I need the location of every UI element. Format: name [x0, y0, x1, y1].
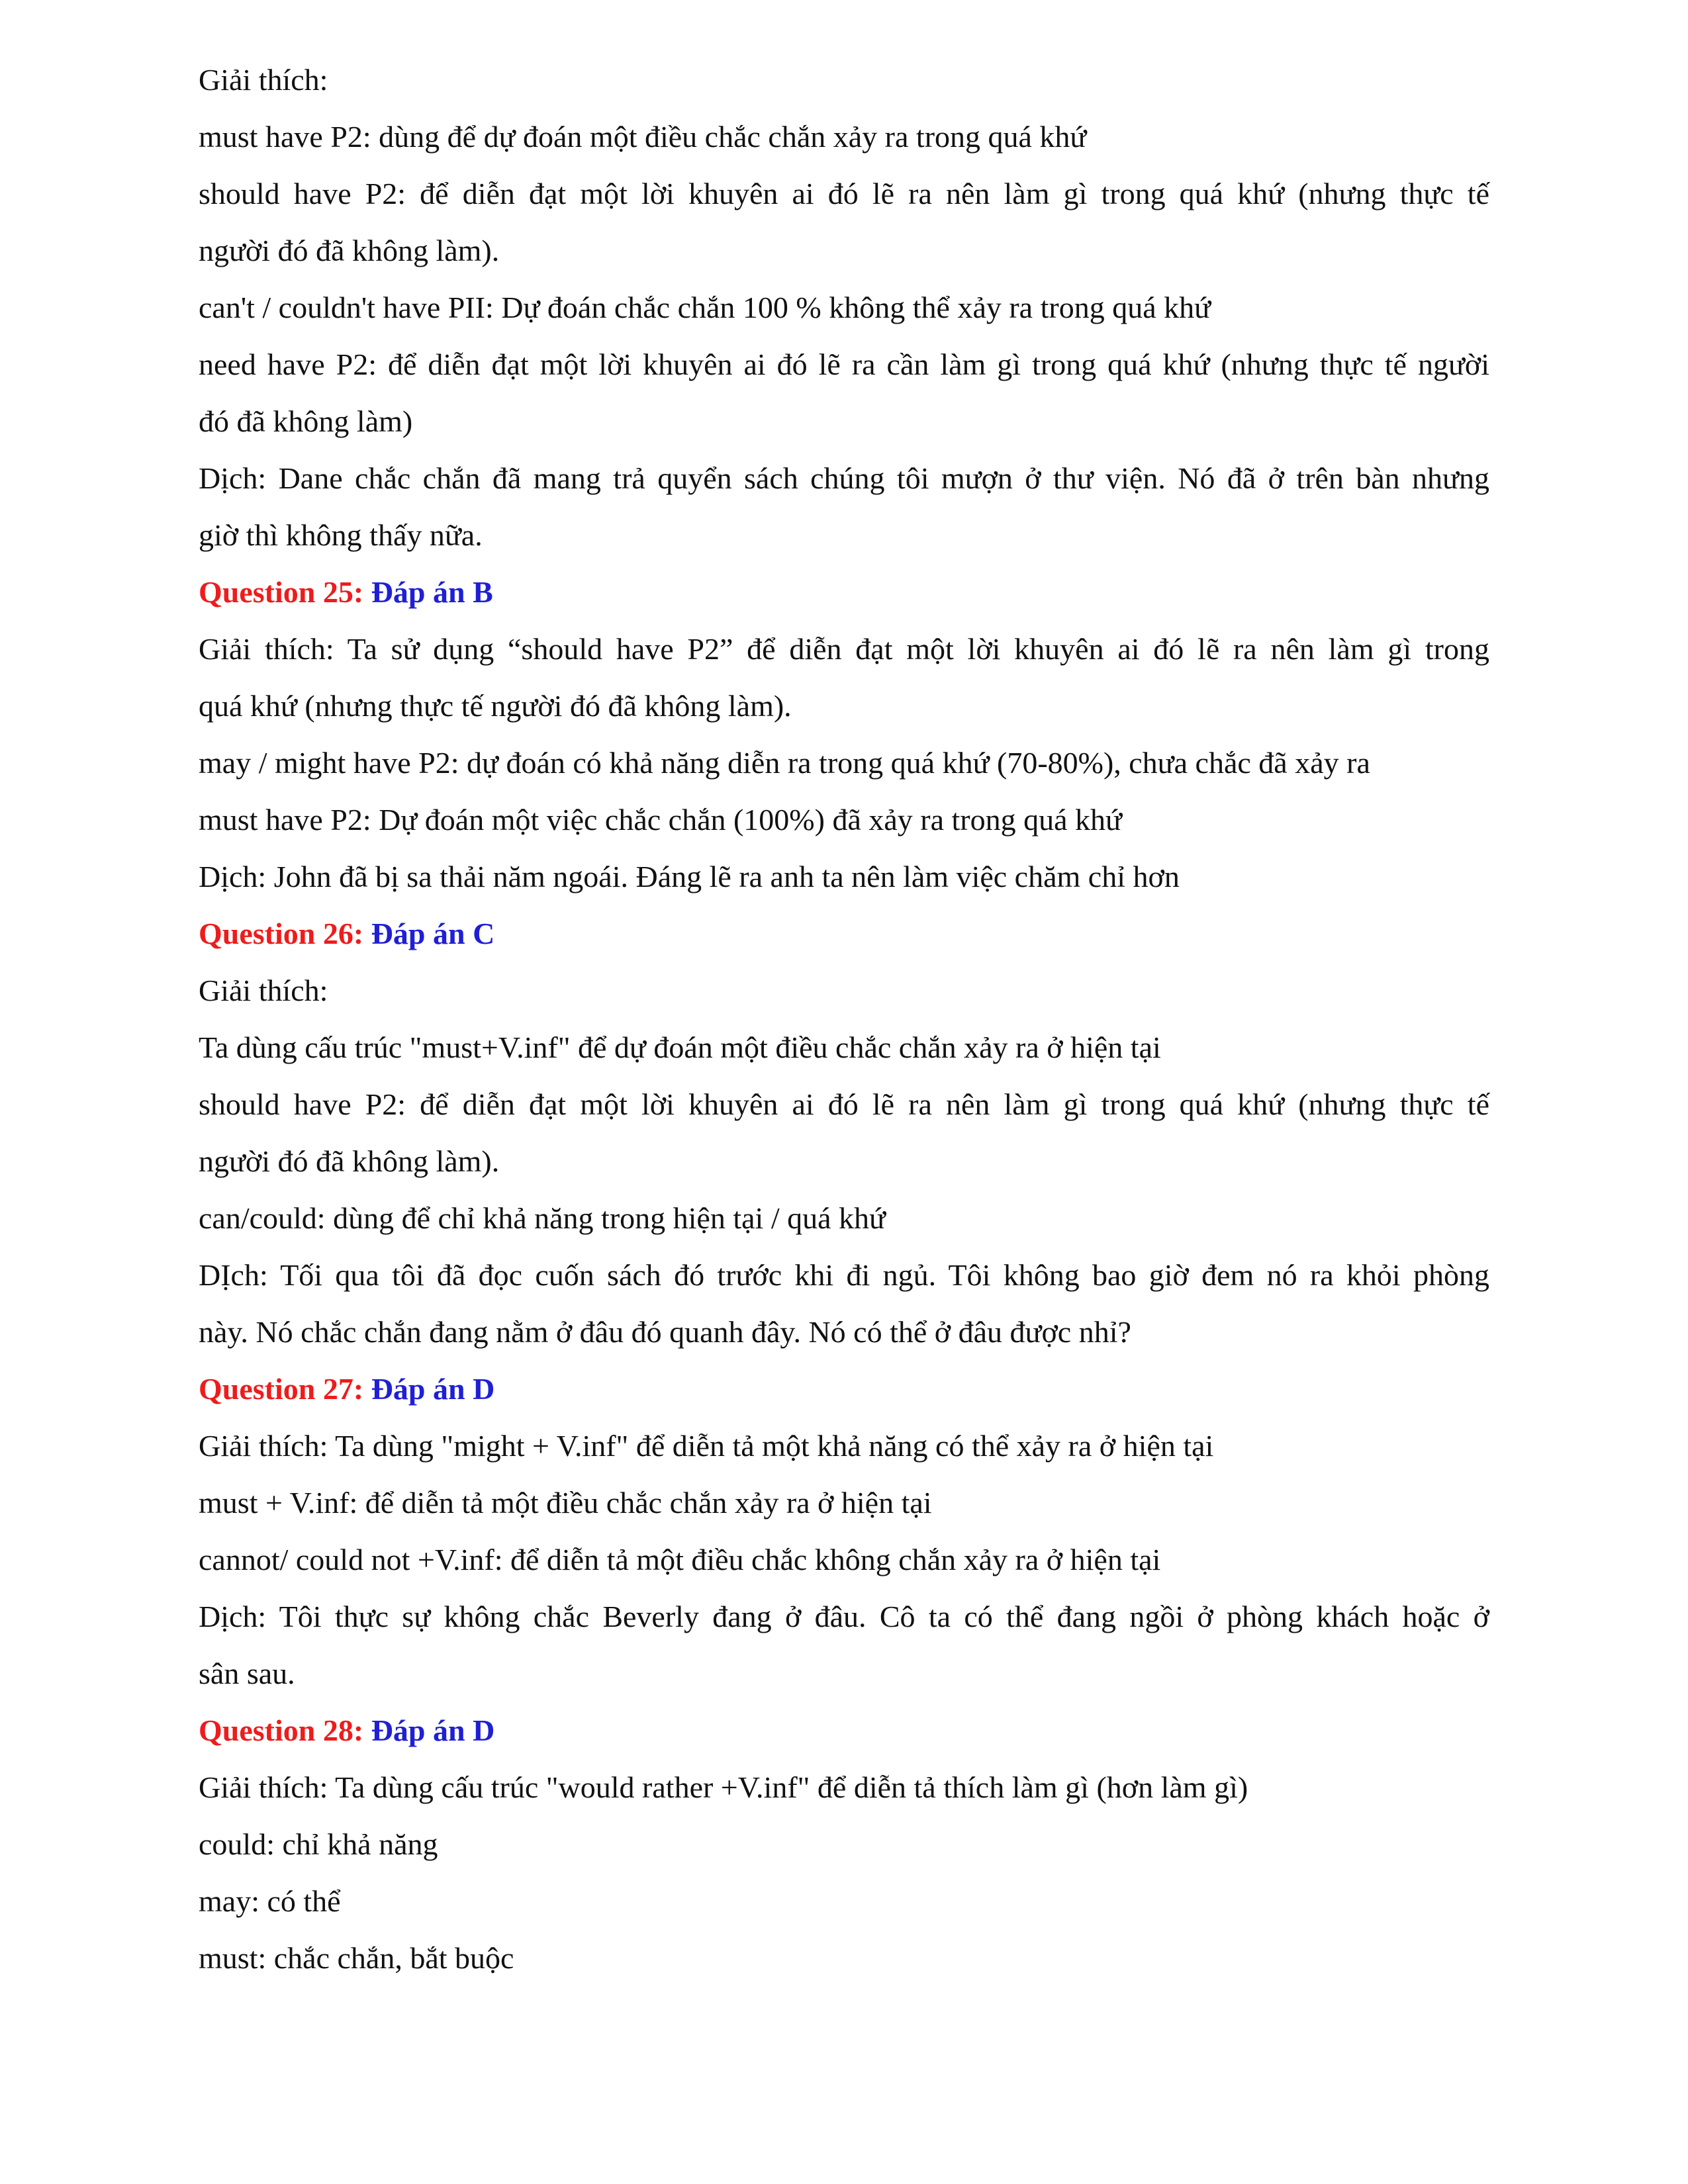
paragraph-line: người đó đã không làm). — [199, 1144, 500, 1178]
translation-line: DỊch: Tối qua tôi đã đọc cuốn sách đó trước khi đi ngủ. Tôi không bao giờ đem nó ra khỏi phòng — [199, 1258, 1489, 1292]
translation-line: giờ thì không thấy nữa. — [199, 518, 483, 552]
paragraph-line: người đó đã không làm). — [199, 234, 500, 267]
question-label: Question 25: — [199, 575, 364, 609]
paragraph-line: should have P2: để diễn đạt một lời khuyên ai đó lẽ ra nên làm gì trong quá khứ (nhưng thực tế — [199, 1087, 1489, 1121]
translation-line: Dịch: John đã bị sa thải năm ngoái. Đáng lẽ ra anh ta nên làm việc chăm chỉ hơn — [199, 860, 1180, 893]
paragraph-line: must have P2: dùng để dự đoán một điều chắc chắn xảy ra trong quá khứ — [199, 120, 1087, 154]
question-heading-28 — [199, 1702, 1489, 1759]
translation-line: Dịch: Dane chắc chắn đã mang trả quyển sách chúng tôi mượn ở thư viện. Nó đã ở trên bàn nhưng — [199, 461, 1489, 495]
translation-line: sân sau. — [199, 1657, 295, 1690]
document-page — [199, 52, 1489, 1987]
translation-line: Dịch: Tôi thực sự không chắc Beverly đang ở đâu. Cô ta có thể đang ngồi ở phòng khách hoặc ở — [199, 1600, 1489, 1633]
explanation-line: Giải thích: Ta dùng "might + V.inf" để diễn tả một khả năng có thể xảy ra ở hiện tại — [199, 1429, 1214, 1463]
paragraph-line: should have P2: để diễn đạt một lời khuyên ai đó lẽ ra nên làm gì trong quá khứ (nhưng thực tế — [199, 177, 1489, 210]
explanation-line: Giải thích: Ta sử dụng “should have P2” để diễn đạt một lời khuyên ai đó lẽ ra nên làm gì trong — [199, 632, 1489, 666]
answer-label: Đáp án D — [371, 1372, 495, 1406]
answer-label: Đáp án D — [371, 1713, 495, 1747]
paragraph-line: must + V.inf: để diễn tả một điều chắc chắn xảy ra ở hiện tại — [199, 1486, 932, 1520]
paragraph-line: may / might have P2: dự đoán có khả năng diễn ra trong quá khứ (70-80%), chưa chắc đã xảy ra — [199, 746, 1370, 780]
translation-line: này. Nó chắc chắn đang nằm ở đâu đó quanh đây. Nó có thể ở đâu được nhỉ? — [199, 1315, 1131, 1349]
paragraph-line: Ta dùng cấu trúc "must+V.inf" để dự đoán một điều chắc chắn xảy ra ở hiện tại — [199, 1030, 1161, 1064]
question-heading-27 — [199, 1361, 1489, 1418]
paragraph-line: cannot/ could not +V.inf: để diễn tả một điều chắc không chắn xảy ra ở hiện tại — [199, 1543, 1161, 1576]
paragraph-line: must have P2: Dự đoán một việc chắc chắn (100%) đã xảy ra trong quá khứ — [199, 803, 1122, 837]
question-heading-26 — [199, 905, 1489, 962]
question-label: Question 27: — [199, 1372, 364, 1406]
paragraph-line: can/could: dùng để chỉ khả năng trong hiện tại / quá khứ — [199, 1201, 886, 1235]
explanation-line: quá khứ (nhưng thực tế người đó đã không làm). — [199, 689, 792, 723]
paragraph-line: need have P2: để diễn đạt một lời khuyên ai đó lẽ ra cần làm gì trong quá khứ (nhưng thực tế người — [199, 347, 1489, 381]
explanation-heading: Giải thích: — [199, 974, 328, 1007]
question-label: Question 28: — [199, 1713, 364, 1747]
answer-label: Đáp án B — [371, 575, 493, 609]
paragraph-line: must: chắc chắn, bắt buộc — [199, 1941, 514, 1975]
paragraph-line: đó đã không làm) — [199, 404, 413, 438]
answer-label: Đáp án C — [371, 917, 495, 950]
question-heading-25 — [199, 564, 1489, 621]
paragraph-line: could: chỉ khả năng — [199, 1827, 438, 1861]
question-label: Question 26: — [199, 917, 364, 950]
explanation-line: Giải thích: Ta dùng cấu trúc "would rather +V.inf" để diễn tả thích làm gì (hơn làm gì) — [199, 1770, 1248, 1804]
explanation-heading: Giải thích: — [199, 63, 328, 97]
paragraph-line: can't / couldn't have PII: Dự đoán chắc chắn 100 % không thể xảy ra trong quá khứ — [199, 291, 1211, 324]
paragraph-line: may: có thể — [199, 1884, 341, 1918]
